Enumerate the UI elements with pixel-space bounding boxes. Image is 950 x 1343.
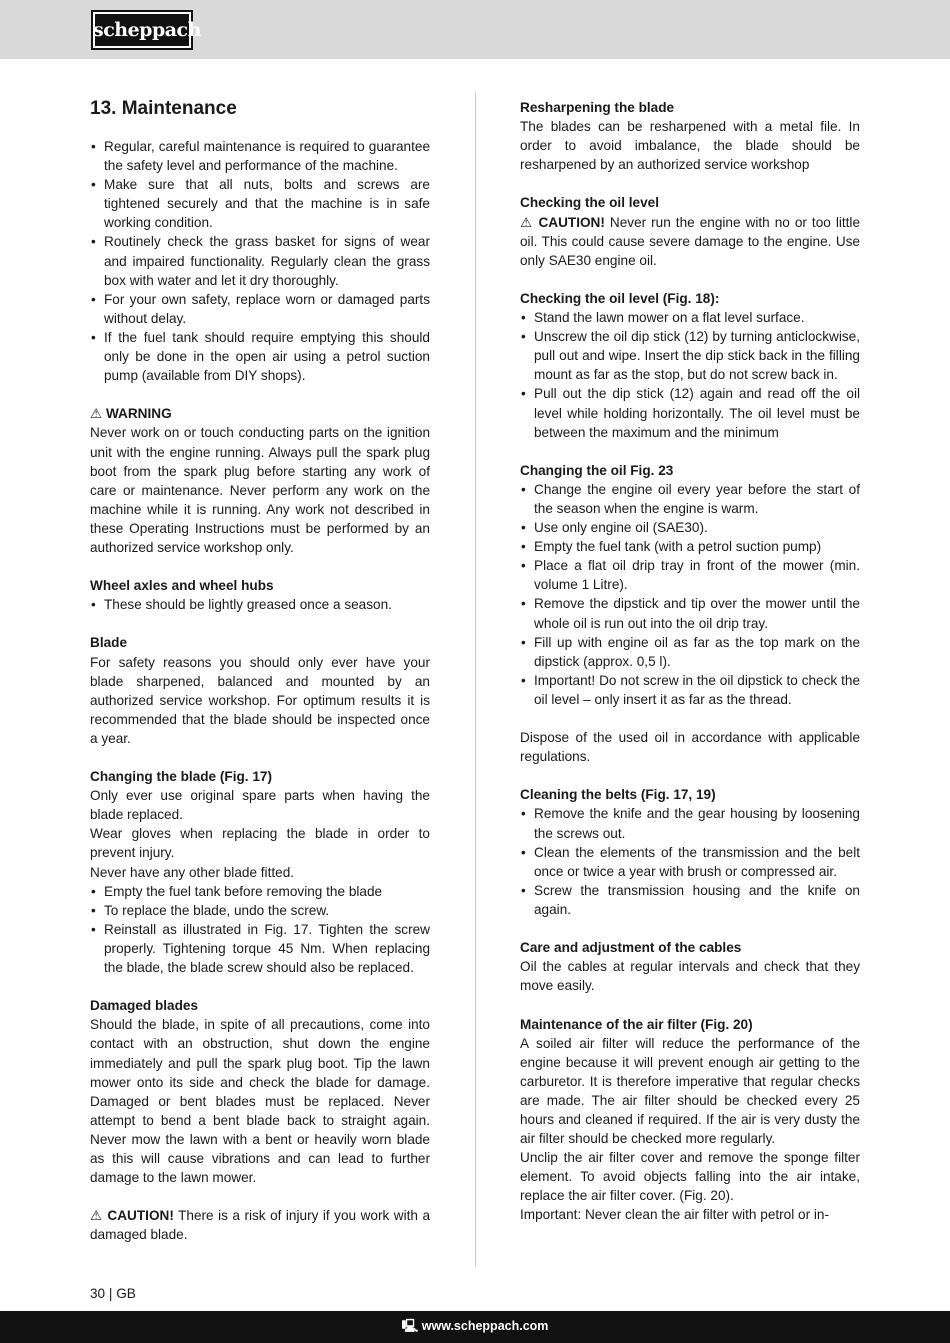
column-divider (475, 92, 476, 1267)
changing-oil-list (520, 480, 860, 709)
right-column (520, 98, 860, 1244)
belts-list (520, 804, 860, 919)
belts-heading: Cleaning the belts (Fig. 17, 19) (520, 787, 716, 803)
caution-note (90, 1206, 430, 1244)
caution-label: CAUTION! (107, 1208, 174, 1224)
list-item: • Stand the lawn mower on a flat level surface. (520, 308, 860, 327)
oil-level-fig18-heading: Checking the oil level (Fig. 18): (520, 290, 720, 306)
list-item: • If the fuel tank should require emptying this should only be done in the open air using a petrol suction pump (available from DIY shops). (90, 328, 430, 385)
warning-triangle-icon: ⚠ (90, 406, 103, 422)
dispose-text: Dispose of the used oil in accordance with applicable regulations. (520, 730, 860, 765)
footer-bar (0, 1311, 950, 1343)
cables-heading: Care and adjustment of the cables (520, 940, 742, 956)
warning-title: WARNING (105, 406, 172, 422)
list-item: • Screw the transmission housing and the knife on again. (520, 881, 860, 919)
intro-list (90, 137, 430, 385)
list-item: • Make sure that all nuts, bolts and screws are tightened securely and that the machine is in safe working condition. (90, 175, 430, 232)
axles-list (90, 595, 430, 614)
damaged-blades-text: Should the blade, in spite of all precautions, come into contact with an obstruction, shut down the engine immediately and pull the spark plug boot. Tip the lawn mower onto its side and check the blade for damage. Damaged or bent blades must be replaced. Never attempt to bend a bent blade back to straight again. Never mow the lawn with a bent or heavily worn blade as this will cause vibrations and can lead to further damage to the lawn mower. (90, 1017, 430, 1186)
list-item: • Regular, careful maintenance is required to guarantee the safety level and performance of the machine. (90, 137, 430, 175)
warning-triangle-icon: ⚠ (90, 1208, 103, 1224)
list-item: • Reinstall as illustrated in Fig. 17. Tighten the screw properly. Tightening torque 45 Nm. When replacing the blade, the blade screw should also be replaced. (90, 920, 430, 977)
list-item: • To replace the blade, undo the screw. (90, 901, 430, 920)
monitor-icon: 🖳 (401, 1319, 419, 1333)
caution-text: There is a risk of injury if you work with a damaged blade. (90, 1208, 430, 1243)
oil-caution-note (520, 213, 860, 270)
warning-text: Never work on or touch conducting parts on the ignition unit with the engine running. Always pull the spark plug boot from the spark plug before starting any work of care or maintenance. Never perform any work on the machine while it is running. Any work not described in these Operating Instructions must be performed by an authorized service workshop only. (90, 425, 430, 555)
list-item: • Use only engine oil (SAE30). (520, 518, 860, 537)
changing-blade-list (90, 882, 430, 977)
list-item: • Routinely check the grass basket for signs of wear and impaired functionality. Regularly clean the grass box with water and let it dry thoroughly. (90, 232, 430, 289)
list-item: • For your own safety, replace worn or damaged parts without delay. (90, 290, 430, 328)
damaged-blades-heading: Damaged blades (90, 998, 199, 1014)
oil-level-list (520, 308, 860, 442)
resharpening-text: The blades can be resharpened with a metal file. In order to avoid imbalance, the blade should be resharpened by an authorized service workshop (520, 119, 860, 173)
paragraph: Important: Never clean the air filter with petrol or in- (520, 1207, 830, 1223)
paragraph: Only ever use original spare parts when having the blade replaced. (90, 788, 430, 823)
page-number: 30 | GB (90, 1286, 136, 1301)
air-filter-heading: Maintenance of the air filter (Fig. 20) (520, 1016, 753, 1032)
header-bar (0, 0, 950, 59)
blade-heading: Blade (90, 635, 128, 651)
changing-oil-heading: Changing the oil Fig. 23 (520, 462, 674, 478)
paragraph: A soiled air filter will reduce the performance of the engine because it will prevent enough air getting to the carburetor. It is therefore imperative that regular checks are made. The air filter should be checked every 25 hours and cleaned if required. If the air is very dusty the air filter should be checked more regularly. (520, 1035, 860, 1147)
list-item: • Fill up with engine oil as far as the top mark on the dipstick (approx. 0,5 l). (520, 633, 860, 671)
warning-heading (90, 404, 430, 423)
list-item: • Remove the knife and the gear housing by loosening the screws out. (520, 804, 860, 842)
scheppach-logo: scheppach (91, 10, 193, 50)
website-link[interactable]: www.scheppach.com (421, 1319, 549, 1333)
warning-triangle-icon: ⚠ (520, 214, 534, 230)
cables-text: Oil the cables at regular intervals and check that they move easily. (520, 959, 860, 994)
caution-label: CAUTION! (538, 214, 605, 230)
blade-text: For safety reasons you should only ever have your blade sharpened, balanced and mounted by an authorized service workshop. For optimum results it is recommended that the blade should be inspected once a year. (90, 654, 430, 746)
axles-heading: Wheel axles and wheel hubs (90, 578, 274, 594)
caution-text: Never run the engine with no or too little oil. This could cause severe damage to the engine. Use only SAE30 engine oil. (520, 214, 861, 268)
list-item: • Unscrew the oil dip stick (12) by turning anticlockwise, pull out and wipe. Insert the dip stick back in the filling mount as far as the stop, but do not screw back in. (520, 327, 860, 384)
list-item: • Remove the dipstick and tip over the mower until the whole oil is run out into the oil drip tray. (520, 594, 860, 632)
list-item: • Place a flat oil drip tray in front of the mower (min. volume 1 Litre). (520, 556, 860, 594)
list-item: • Empty the fuel tank before removing the blade (90, 882, 430, 901)
list-item: • These should be lightly greased once a season. (90, 595, 430, 614)
changing-blade-heading: Changing the blade (Fig. 17) (90, 769, 273, 785)
resharpening-heading: Resharpening the blade (520, 100, 675, 115)
paragraph: Wear gloves when replacing the blade in order to prevent injury. (90, 826, 430, 861)
left-column (90, 98, 430, 1264)
page-title: 13. Maintenance (90, 98, 237, 119)
list-item: • Important! Do not screw in the oil dipstick to check the oil level – only insert it as far as the thread. (520, 671, 860, 709)
list-item: • Change the engine oil every year before the start of the season when the engine is warm. (520, 480, 860, 518)
list-item: • Pull out the dip stick (12) again and read off the oil level while holding horizontally. The oil level must be between the maximum and the minimum (520, 384, 860, 441)
paragraph: Never have any other blade fitted. (90, 864, 295, 880)
list-item: • Clean the elements of the transmission and the belt once or twice a year with brush or compressed air. (520, 843, 860, 881)
oil-level-heading: Checking the oil level (520, 195, 659, 211)
list-item: • Empty the fuel tank (with a petrol suction pump) (520, 537, 860, 556)
paragraph: Unclip the air filter cover and remove the sponge filter element. To avoid objects falling into the air intake, replace the air filter cover. (Fig. 20). (520, 1150, 860, 1204)
